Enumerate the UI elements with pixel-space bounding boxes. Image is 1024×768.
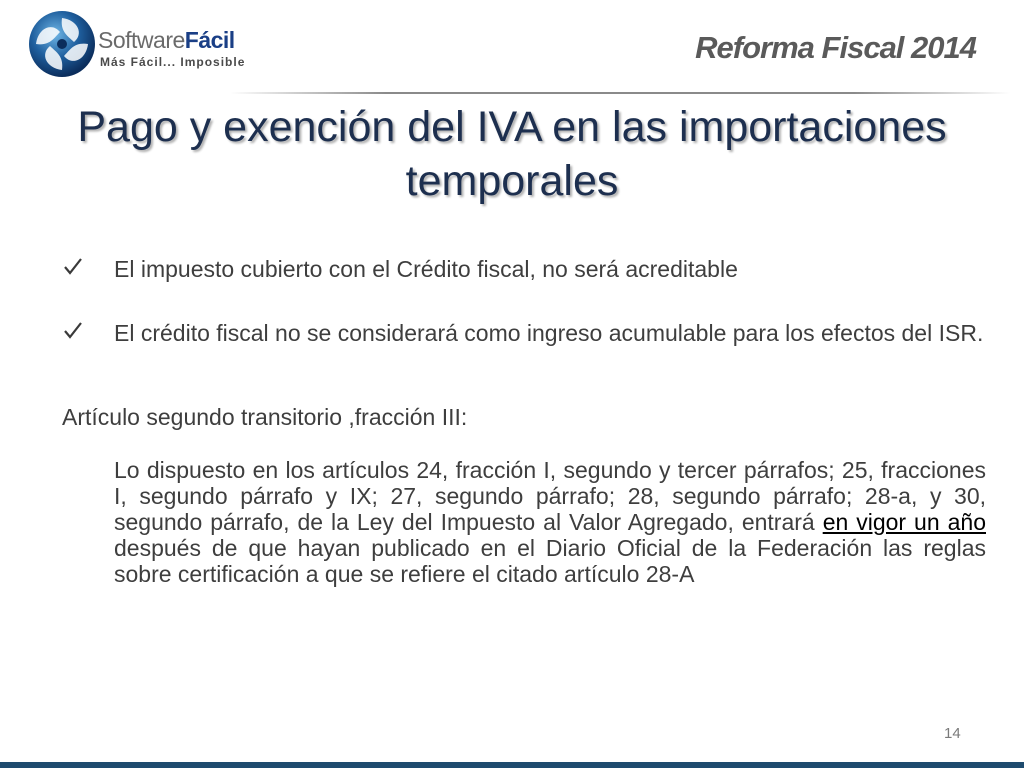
paragraph-text-start: Lo dispuesto en los artículos 24, fracción I, segundo y tercer párrafos; 25, fracciones I, segundo párrafo y IX; 27, segundo párrafo; 28, segundo párrafo; 28-a, y 30, segundo párrafo, de la Ley del Impuesto al Valor Agregado, entrará — [114, 457, 986, 535]
header-divider — [230, 92, 1010, 94]
header-title: Reforma Fiscal 2014 — [695, 30, 976, 65]
article-heading: Artículo segundo transitorio ,fracción III: — [62, 404, 468, 430]
checkmark-icon — [62, 256, 84, 278]
brand-tagline: Más Fácil... Imposible — [100, 55, 246, 69]
bullet-text: El crédito fiscal no se considerará como ingreso acumulable para los efectos del ISR. — [114, 320, 984, 346]
bullet-item — [62, 320, 986, 346]
brand-name — [98, 27, 235, 54]
brand-bold: Fácil — [184, 27, 235, 53]
bullet-text: El impuesto cubierto con el Crédito fiscal, no será acreditable — [114, 256, 738, 282]
slide-title: Pago y exención del IVA en las importaciones temporales — [77, 103, 947, 205]
page-number: 14 — [944, 725, 961, 742]
article-paragraph — [62, 457, 986, 587]
slide-content — [62, 256, 986, 587]
bullet-item — [62, 256, 986, 282]
footer-bar — [0, 762, 1024, 768]
softwarefacil-logo — [26, 8, 266, 86]
swirl-globe-logo-icon — [26, 8, 98, 80]
paragraph-text-end: después de que hayan publicado en el Diario Oficial de la Federación las reglas sobre certificación a que se refiere el citado artículo 28-A — [114, 535, 986, 587]
brand-prefix: Software — [98, 27, 185, 53]
checkmark-icon — [62, 320, 84, 342]
vigor-link[interactable]: en vigor un año — [822, 509, 986, 535]
